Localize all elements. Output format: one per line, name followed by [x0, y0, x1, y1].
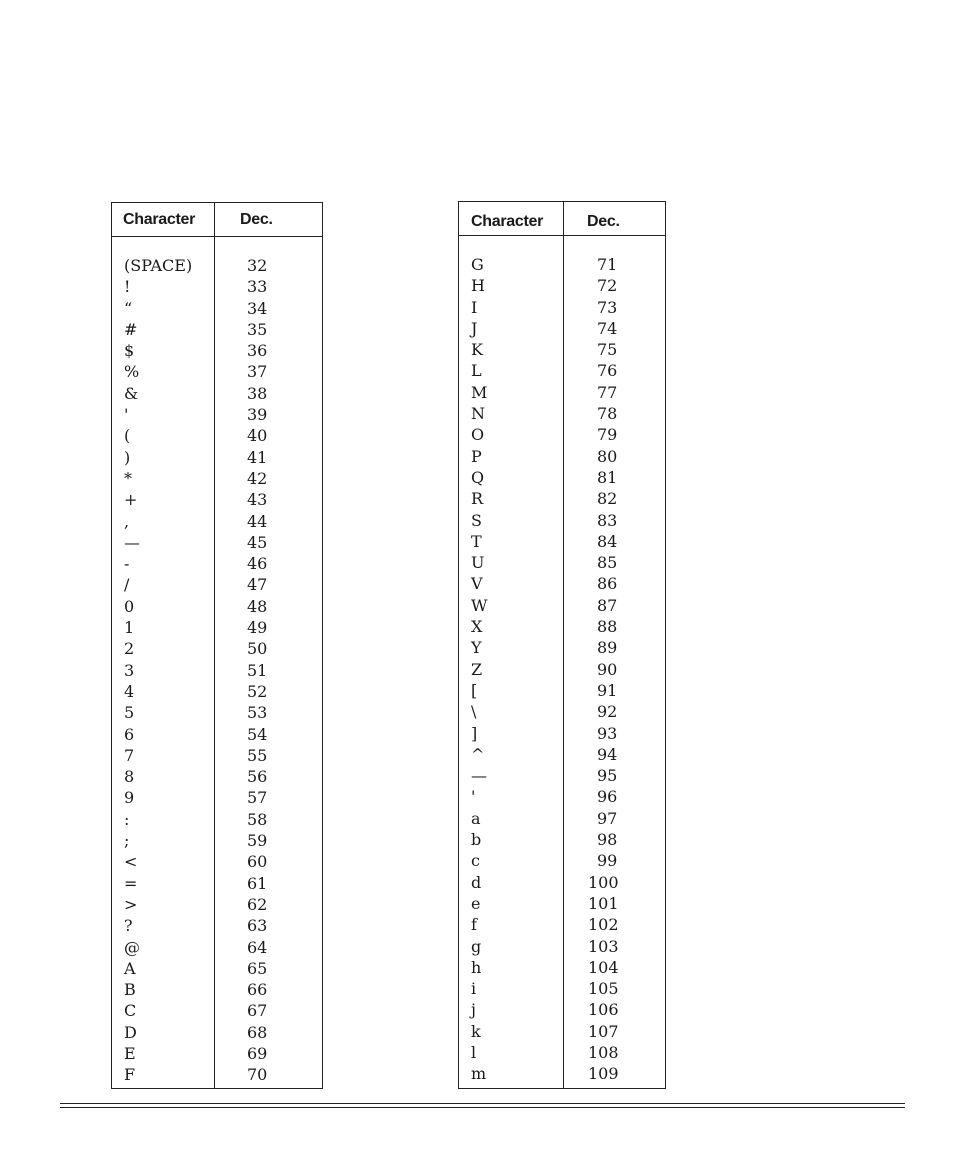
- character-cell: /: [124, 575, 130, 595]
- table-row: [459, 531, 665, 552]
- character-cell: a: [471, 808, 481, 828]
- dec-cell: 68: [247, 1022, 268, 1042]
- table-row: [459, 1042, 665, 1063]
- table-row: [112, 255, 322, 276]
- dec-cell: 52: [247, 681, 268, 701]
- character-cell: M: [471, 382, 488, 402]
- table-row: [112, 298, 322, 319]
- character-cell: S: [471, 510, 482, 530]
- dec-cell: 63: [247, 916, 268, 936]
- character-cell: (: [124, 426, 131, 446]
- table-row: [459, 659, 665, 680]
- dec-cell: 36: [247, 341, 268, 361]
- character-cell: P: [471, 446, 482, 466]
- table-row: [459, 957, 665, 978]
- character-cell: #: [124, 319, 138, 339]
- character-cell: l: [471, 1042, 477, 1062]
- table-row: [112, 447, 322, 468]
- character-cell: E: [124, 1043, 136, 1063]
- table-row: [459, 616, 665, 637]
- character-cell: +: [124, 490, 138, 510]
- table-row: [459, 403, 665, 424]
- character-code-table-right: [458, 201, 666, 1089]
- dec-cell: 91: [597, 680, 618, 700]
- dec-cell: 42: [247, 468, 268, 488]
- character-cell: T: [471, 531, 482, 551]
- table-row: [112, 404, 322, 425]
- table-row: [112, 1064, 322, 1085]
- table-row: [459, 467, 665, 488]
- dec-cell: 69: [247, 1043, 268, 1063]
- character-cell: ): [124, 447, 131, 467]
- table-row: [112, 319, 322, 340]
- character-cell: b: [471, 830, 482, 850]
- character-cell: N: [471, 404, 485, 424]
- table-row: [112, 787, 322, 808]
- table-row: [459, 680, 665, 701]
- character-cell: U: [471, 553, 485, 573]
- character-cell: —: [471, 766, 487, 786]
- table-rows: [459, 254, 665, 1085]
- dec-cell: 33: [247, 277, 268, 297]
- table-row: [112, 574, 322, 595]
- table-row: [459, 701, 665, 722]
- dec-cell: 92: [597, 702, 618, 722]
- character-cell: 2: [124, 639, 135, 659]
- dec-cell: 46: [247, 554, 268, 574]
- table-row: [112, 638, 322, 659]
- dec-cell: 40: [247, 426, 268, 446]
- character-cell: ': [471, 787, 476, 807]
- table-row: [459, 318, 665, 339]
- dec-cell: 81: [597, 467, 618, 487]
- dec-cell: 37: [247, 362, 268, 382]
- table-row: [112, 766, 322, 787]
- dec-cell: 49: [247, 618, 268, 638]
- character-cell: B: [124, 980, 136, 1000]
- character-cell: k: [471, 1021, 481, 1041]
- table-row: [112, 660, 322, 681]
- table-row: [459, 552, 665, 573]
- dec-cell: 44: [247, 511, 268, 531]
- table-row: [459, 999, 665, 1020]
- character-cell: ?: [124, 916, 133, 936]
- character-cell: F: [124, 1065, 136, 1085]
- dec-cell: 65: [247, 958, 268, 978]
- character-cell: R: [471, 489, 484, 509]
- table-row: [459, 275, 665, 296]
- table-row: [112, 851, 322, 872]
- dec-cell: 80: [597, 446, 618, 466]
- character-code-table-left: [111, 202, 323, 1089]
- table-row: [112, 681, 322, 702]
- character-cell: d: [471, 872, 482, 892]
- table-row: [112, 702, 322, 723]
- dec-cell: 34: [247, 298, 268, 318]
- table-row: [112, 979, 322, 1000]
- table-row: [459, 893, 665, 914]
- dec-cell: 58: [247, 809, 268, 829]
- dec-cell: 102: [588, 915, 619, 935]
- dec-cell: 100: [588, 872, 619, 892]
- dec-cell: 108: [588, 1042, 619, 1062]
- table-row: [112, 1000, 322, 1021]
- dec-cell: 75: [597, 340, 618, 360]
- character-cell: j: [471, 1000, 476, 1020]
- table-row: [459, 936, 665, 957]
- table-row: [459, 744, 665, 765]
- character-cell: Y: [471, 638, 482, 658]
- table-row: [112, 596, 322, 617]
- character-cell: g: [471, 936, 482, 956]
- dec-cell: 53: [247, 703, 268, 723]
- table-header: [112, 203, 322, 237]
- character-cell: ]: [471, 723, 478, 743]
- dec-cell: 64: [247, 937, 268, 957]
- character-cell: Q: [471, 467, 485, 487]
- character-cell: 3: [124, 660, 135, 680]
- table-header: [459, 202, 665, 236]
- table-row: [112, 511, 322, 532]
- table-row: [459, 1021, 665, 1042]
- dec-cell: 86: [597, 574, 618, 594]
- dec-cell: 51: [247, 660, 268, 680]
- dec-cell: 39: [247, 405, 268, 425]
- character-cell: 9: [124, 788, 135, 808]
- dec-cell: 79: [597, 425, 618, 445]
- table-row: [459, 382, 665, 403]
- character-cell: :: [124, 809, 130, 829]
- character-cell: W: [471, 595, 488, 615]
- table-row: [112, 1022, 322, 1043]
- character-cell: ^: [471, 744, 485, 764]
- dec-cell: 105: [588, 979, 619, 999]
- dec-cell: 45: [247, 532, 268, 552]
- character-cell: =: [124, 873, 138, 893]
- table-row: [112, 617, 322, 638]
- dec-cell: 43: [247, 490, 268, 510]
- dec-cell: 71: [597, 255, 618, 274]
- dec-cell: 72: [597, 276, 618, 296]
- dec-cell: 95: [597, 766, 618, 786]
- character-cell: “: [124, 298, 133, 318]
- table-row: [112, 361, 322, 382]
- table-row: [112, 489, 322, 510]
- dec-cell: 98: [597, 830, 618, 850]
- footer-rule: [60, 1103, 905, 1104]
- character-cell: K: [471, 340, 483, 360]
- table-row: [112, 553, 322, 574]
- dec-cell: 67: [247, 1001, 268, 1021]
- table-row: [112, 809, 322, 830]
- table-row: [459, 914, 665, 935]
- dec-cell: 107: [588, 1021, 619, 1041]
- character-cell: f: [471, 915, 477, 935]
- dec-cell: 61: [247, 873, 268, 893]
- dec-cell: 62: [247, 894, 268, 914]
- character-cell: >: [124, 894, 138, 914]
- dec-cell: 97: [597, 808, 618, 828]
- dec-cell: 32: [247, 256, 268, 275]
- character-cell: O: [471, 425, 485, 445]
- dec-cell: 55: [247, 745, 268, 765]
- character-cell: J: [471, 318, 478, 338]
- dec-cell: 47: [247, 575, 268, 595]
- table-row: [112, 894, 322, 915]
- character-cell: 0: [124, 596, 135, 616]
- character-cell: m: [471, 1064, 487, 1084]
- character-cell: @: [124, 937, 140, 957]
- dec-cell: 48: [247, 596, 268, 616]
- character-cell: L: [471, 361, 482, 381]
- dec-column-header: Dec.: [587, 213, 620, 230]
- dec-cell: 70: [247, 1065, 268, 1085]
- character-column-header: Character: [123, 211, 196, 228]
- character-cell: ;: [124, 831, 130, 851]
- character-cell: 5: [124, 703, 135, 723]
- character-cell: [: [471, 680, 478, 700]
- dec-cell: 56: [247, 767, 268, 787]
- dec-cell: 106: [588, 1000, 619, 1020]
- table-rows: [112, 255, 322, 1086]
- character-cell: %: [124, 362, 140, 382]
- character-cell: h: [471, 957, 482, 977]
- dec-cell: 101: [588, 893, 619, 913]
- character-cell: *: [124, 468, 132, 488]
- character-cell: G: [471, 255, 484, 274]
- dec-cell: 41: [247, 447, 268, 467]
- footer-rule: [60, 1107, 905, 1108]
- table-row: [459, 360, 665, 381]
- dec-cell: 82: [597, 489, 618, 509]
- table-row: [459, 297, 665, 318]
- character-cell: 4: [124, 681, 135, 701]
- dec-cell: 99: [597, 851, 618, 871]
- dec-cell: 89: [597, 638, 618, 658]
- table-row: [459, 1063, 665, 1084]
- table-row: [112, 468, 322, 489]
- table-row: [459, 488, 665, 509]
- dec-cell: 59: [247, 831, 268, 851]
- table-row: [112, 383, 322, 404]
- character-cell: 7: [124, 745, 135, 765]
- dec-cell: 54: [247, 724, 268, 744]
- dec-cell: 90: [597, 659, 618, 679]
- dec-cell: 84: [597, 531, 618, 551]
- table-row: [459, 595, 665, 616]
- character-cell: 6: [124, 724, 135, 744]
- character-cell: $: [124, 341, 135, 361]
- dec-cell: 93: [597, 723, 618, 743]
- character-cell: 1: [124, 618, 135, 638]
- dec-cell: 83: [597, 510, 618, 530]
- dec-column-header: Dec.: [240, 211, 273, 228]
- table-row: [112, 873, 322, 894]
- character-cell: e: [471, 893, 481, 913]
- character-cell: H: [471, 276, 485, 296]
- dec-cell: 109: [588, 1064, 619, 1084]
- character-cell: ,: [124, 511, 130, 531]
- character-cell: 8: [124, 767, 135, 787]
- dec-cell: 74: [597, 318, 618, 338]
- dec-cell: 50: [247, 639, 268, 659]
- dec-cell: 85: [597, 553, 618, 573]
- dec-cell: 76: [597, 361, 618, 381]
- table-row: [459, 573, 665, 594]
- table-row: [459, 446, 665, 467]
- table-row: [459, 872, 665, 893]
- table-row: [459, 808, 665, 829]
- table-row: [459, 424, 665, 445]
- table-row: [459, 723, 665, 744]
- character-cell: ': [124, 405, 129, 425]
- table-row: [112, 958, 322, 979]
- table-row: [112, 425, 322, 446]
- character-cell: <: [124, 852, 138, 872]
- character-cell: (SPACE): [124, 256, 193, 275]
- character-cell: D: [124, 1022, 137, 1042]
- dec-cell: 73: [597, 297, 618, 317]
- dec-cell: 96: [597, 787, 618, 807]
- table-row: [459, 786, 665, 807]
- dec-cell: 87: [597, 595, 618, 615]
- table-row: [459, 850, 665, 871]
- table-row: [112, 915, 322, 936]
- dec-cell: 77: [597, 382, 618, 402]
- table-row: [112, 532, 322, 553]
- table-row: [112, 340, 322, 361]
- character-cell: Z: [471, 659, 483, 679]
- character-cell: X: [471, 617, 483, 637]
- character-cell: C: [124, 1001, 137, 1021]
- table-row: [112, 745, 322, 766]
- character-cell: -: [124, 554, 130, 574]
- character-column-header: Character: [471, 213, 544, 230]
- character-cell: !: [124, 277, 131, 297]
- character-cell: c: [471, 851, 480, 871]
- character-cell: &: [124, 383, 139, 403]
- table-row: [112, 830, 322, 851]
- dec-cell: 94: [597, 744, 618, 764]
- table-row: [459, 339, 665, 360]
- table-row: [112, 1043, 322, 1064]
- dec-cell: 104: [588, 957, 619, 977]
- character-cell: V: [471, 574, 483, 594]
- table-row: [459, 637, 665, 658]
- dec-cell: 38: [247, 383, 268, 403]
- dec-cell: 35: [247, 319, 268, 339]
- dec-cell: 60: [247, 852, 268, 872]
- character-cell: i: [471, 979, 477, 999]
- character-cell: I: [471, 297, 478, 317]
- dec-cell: 88: [597, 617, 618, 637]
- character-cell: —: [124, 532, 140, 552]
- table-row: [112, 276, 322, 297]
- dec-cell: 78: [597, 404, 618, 424]
- table-row: [459, 978, 665, 999]
- table-row: [459, 765, 665, 786]
- dec-cell: 57: [247, 788, 268, 808]
- table-row: [112, 724, 322, 745]
- table-row: [459, 254, 665, 275]
- table-row: [459, 829, 665, 850]
- character-cell: \: [471, 702, 477, 722]
- table-row: [112, 937, 322, 958]
- dec-cell: 66: [247, 980, 268, 1000]
- table-row: [459, 510, 665, 531]
- dec-cell: 103: [588, 936, 619, 956]
- character-cell: A: [124, 958, 136, 978]
